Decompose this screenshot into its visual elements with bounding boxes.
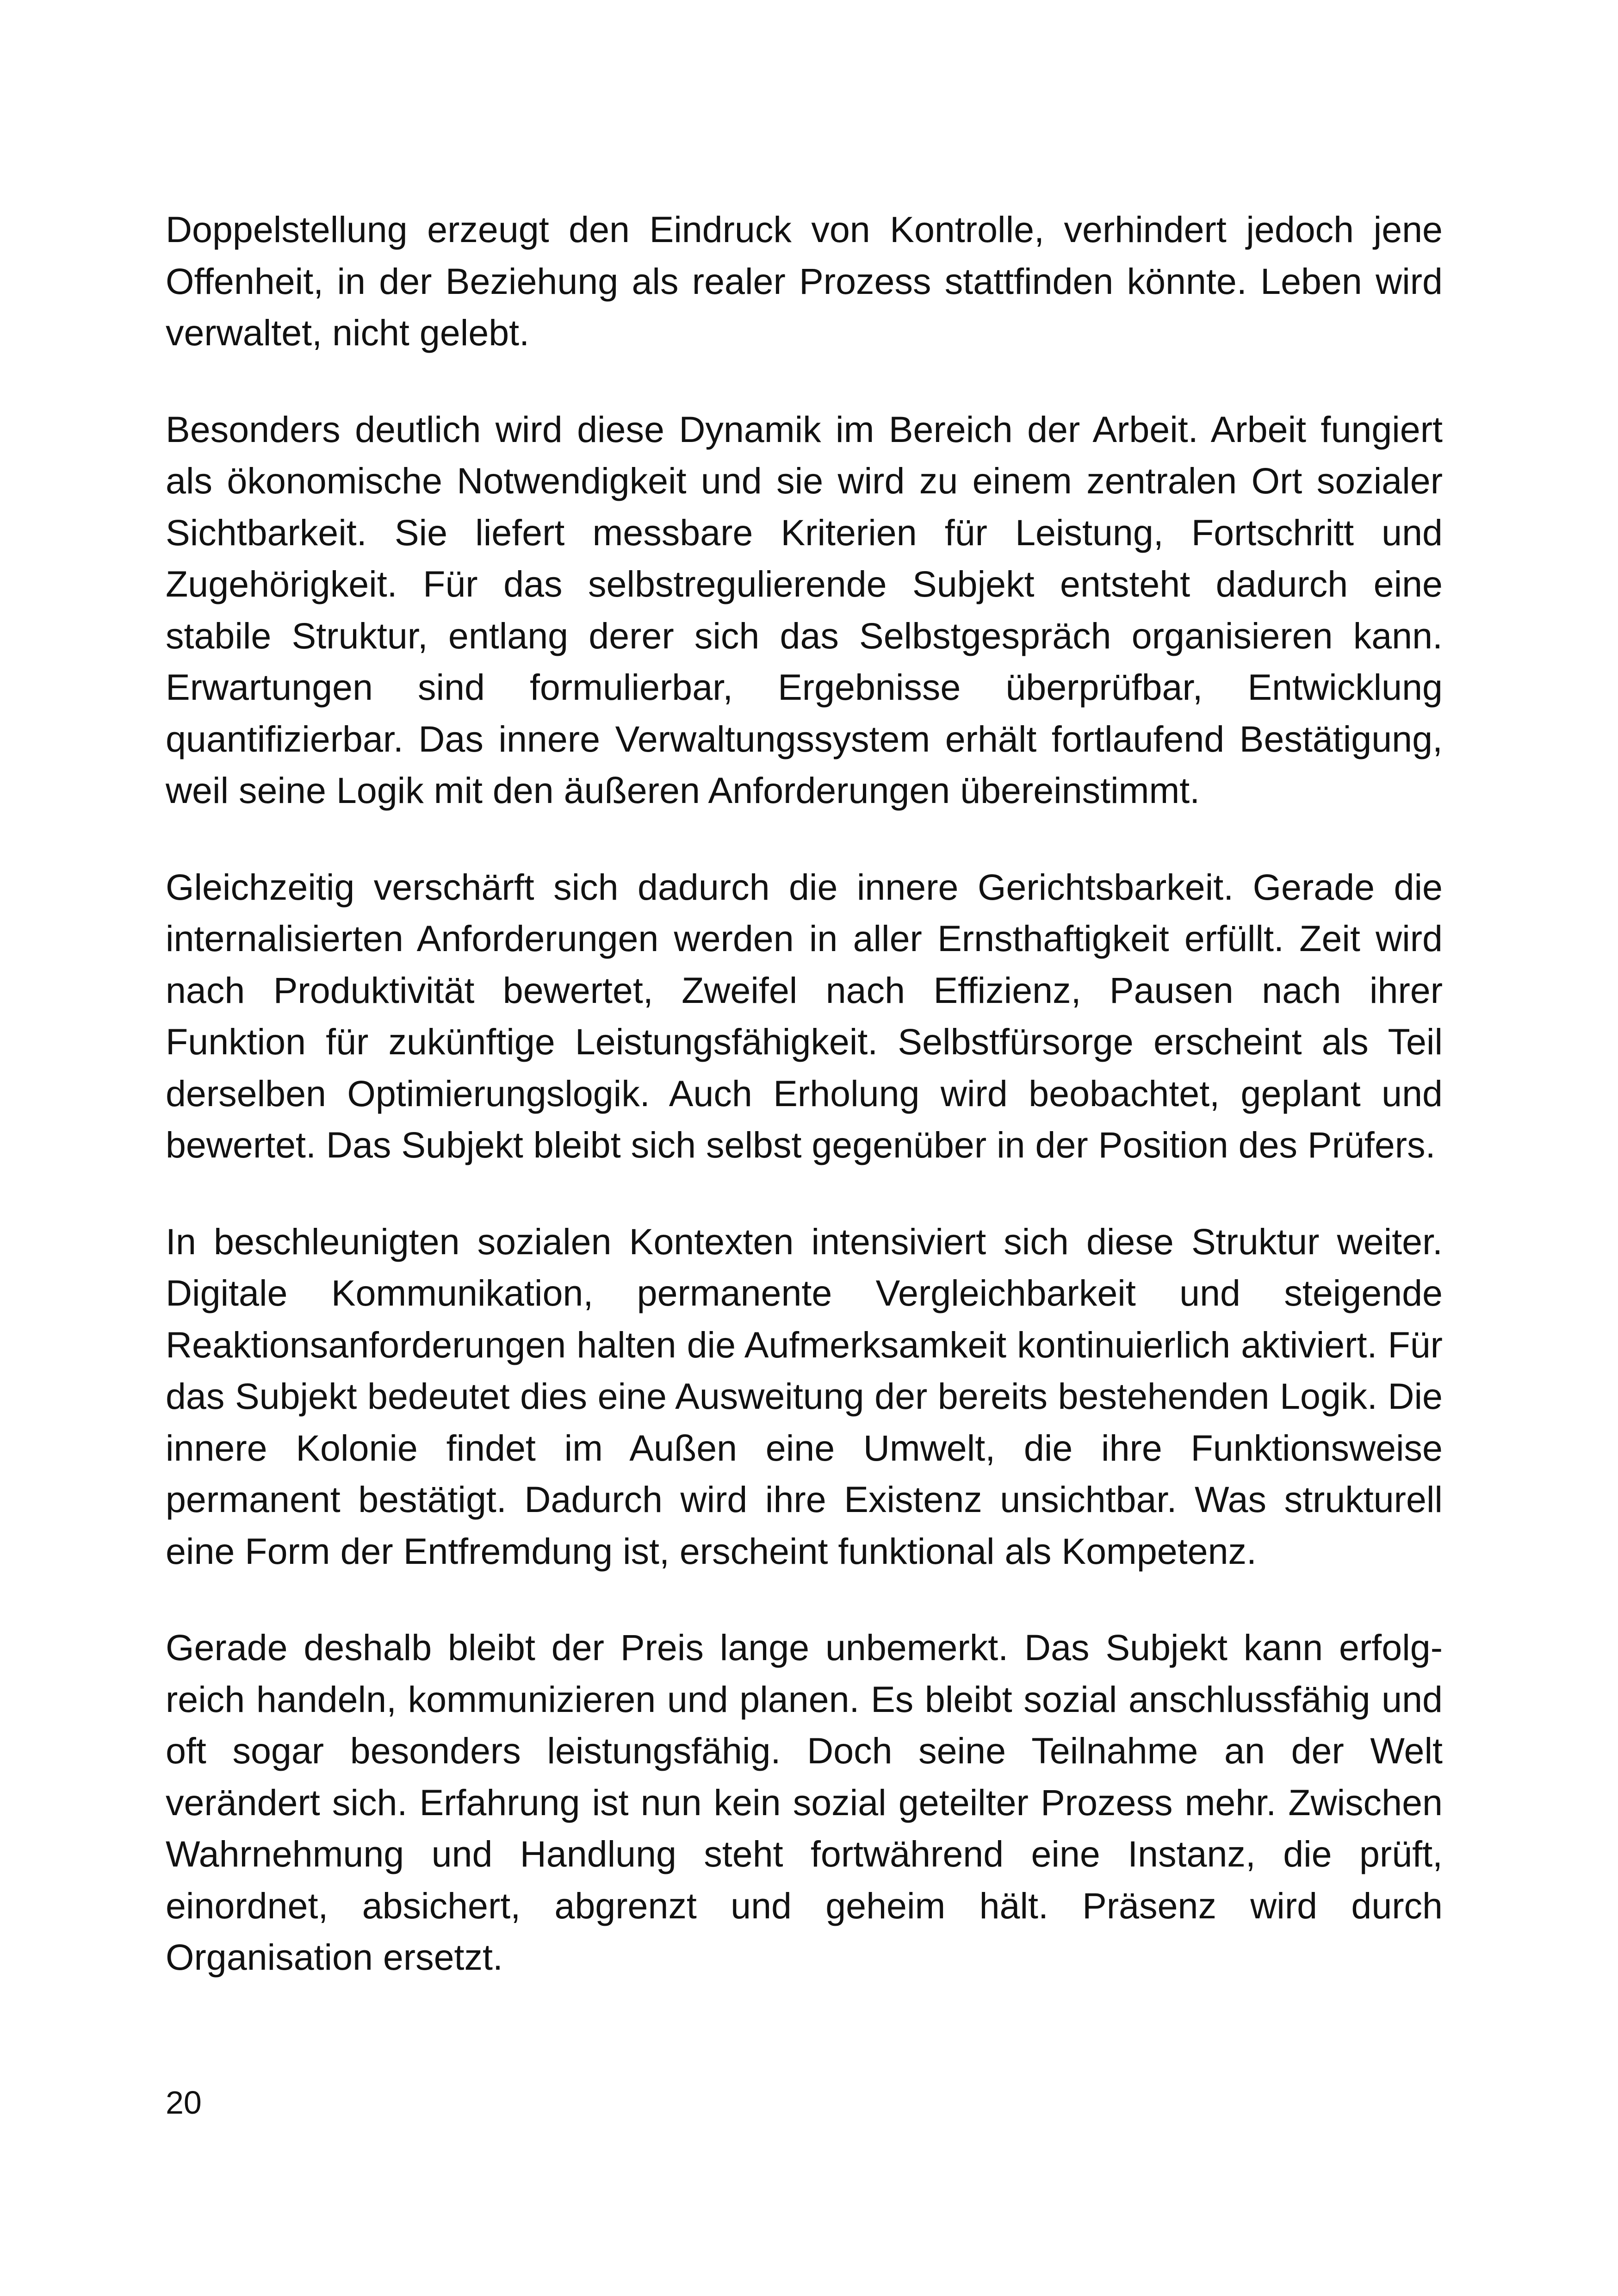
paragraph: Gerade deshalb bleibt der Preis lange unbemerkt. Das Subjekt kann erfolgreich handeln, kommunizieren und planen. Es bleibt sozial anschlussfähig und oft sogar besonders leistungsfähig. Doch seine Teilnahme an der Welt verändert sich. Erfahrung ist nun kein sozial geteilter Prozess mehr. Zwischen Wahrnehmung und Handlung steht fortwährend eine Instanz, die prüft, einordnet, absichert, abgrenzt und geheim hält. Präsenz wird durch Organisation ersetzt.: [166, 1627, 1443, 1978]
body-text: [166, 204, 1443, 1983]
paragraph: In beschleunigten sozialen Kontexten intensiviert sich diese Struktur weiter. Digitale Kommunikation, permanente Vergleichbarkeit und steigende Reaktionsanforderungen halten die Aufmerksamkeit kontinuierlich aktiviert. Für das Subjekt bedeutet dies eine Ausweitung der bereits bestehenden Logik. Die innere Kolonie findet im Außen eine Umwelt, die ihre Funktionsweise permanent bestätigt. Dadurch wird ihre Existenz unsichtbar. Was strukturell eine Form der Entfremdung ist, erscheint funktional als Kompetenz.: [166, 1220, 1443, 1572]
paragraph: Besonders deutlich wird diese Dynamik im Bereich der Arbeit. Arbeit fungiert als ökonomische Notwendigkeit und sie wird zu einem zentralen Ort sozialer Sichtbarkeit. Sie liefert messbare Kriterien für Leistung, Fortschritt und Zugehörigkeit. Für das selbstregulierende Subjekt entsteht dadurch eine stabile Struktur, entlang derer sich das Selbstgespräch organisieren kann. Erwartungen sind formulierbar, Ergebnisse überprüfbar, Entwicklung quantifizierbar. Das innere Verwaltungssystem erhält fortlaufend Bestätigung, weil seine Logik mit den äußeren Anforderungen übereinstimmt.: [166, 408, 1443, 811]
paragraph: Doppelstellung erzeugt den Eindruck von Kontrolle, verhindert jedoch jene Offenheit, in der Beziehung als realer Prozess stattfinden könnte. Leben wird verwaltet, nicht gelebt.: [166, 209, 1443, 353]
paragraph: Gleichzeitig verschärft sich dadurch die innere Gerichtsbarkeit. Gerade die internalisierten Anforderungen werden in aller Ernsthaftigkeit erfüllt. Zeit wird nach Produktivität bewertet, Zweifel nach Effizienz, Pausen nach ihrer Funktion für zukünftige Leistungsfähigkeit. Selbstfürsorge erscheint als Teil derselben Optimierungslogik. Auch Erholung wird beobachtet, geplant und bewertet. Das Subjekt bleibt sich selbst gegenüber in der Position des Prüfers.: [166, 866, 1443, 1165]
page-number: 20: [166, 2084, 202, 2121]
